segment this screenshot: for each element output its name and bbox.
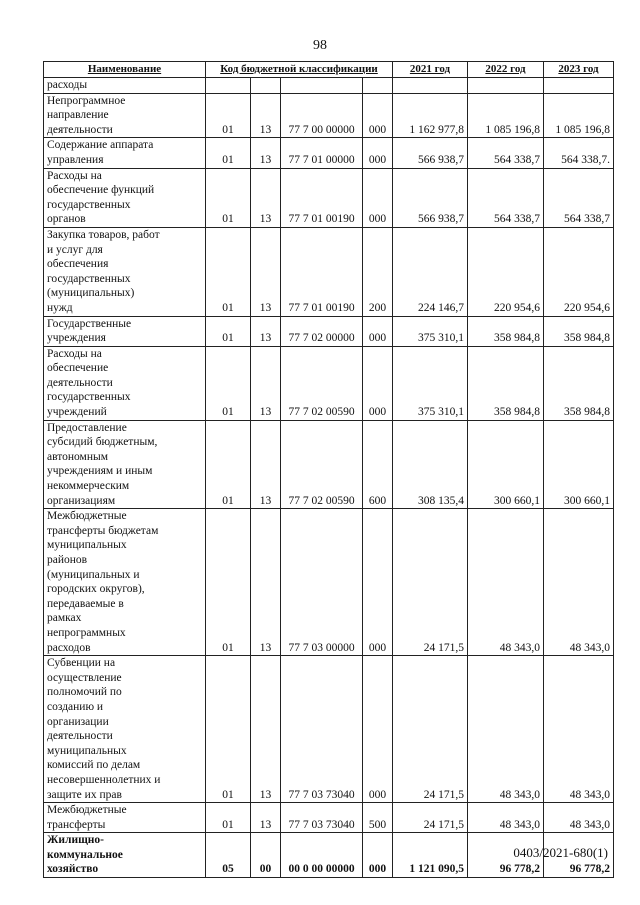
section-code: 01 [206, 316, 251, 346]
subsection-code: 13 [251, 656, 281, 803]
row-name: Межбюджетные трансферты бюджетам муниципальных районов (муниципальных и городских округов), передаваемые в рамках непрограммных расходов [44, 509, 206, 656]
header-2021: 2021 год [393, 62, 468, 78]
amount-2023: 564 338,7 [544, 168, 614, 227]
section-code: 05 [206, 833, 251, 878]
expense-type-code: 000 [363, 316, 393, 346]
subsection-code: 13 [251, 803, 281, 833]
subsection-code: 13 [251, 168, 281, 227]
amount-2023: 48 343,0 [544, 509, 614, 656]
table-row [44, 346, 614, 420]
budget-table [43, 61, 614, 878]
expense-type-code: 000 [363, 656, 393, 803]
amount-2021: 308 135,4 [393, 420, 468, 509]
amount-2022: 358 984,8 [468, 346, 544, 420]
table-row [44, 420, 614, 509]
amount-2023: 564 338,7. [544, 138, 614, 168]
table-row [44, 138, 614, 168]
target-article-code: 77 7 03 73040 [281, 656, 363, 803]
expense-type-code: 500 [363, 803, 393, 833]
amount-2023: 358 984,8 [544, 346, 614, 420]
section-code: 01 [206, 227, 251, 316]
amount-2023: 300 660,1 [544, 420, 614, 509]
target-article-code: 00 0 00 00000 [281, 833, 363, 878]
amount-2021: 375 310,1 [393, 346, 468, 420]
amount-2021: 1 121 090,5 [393, 833, 468, 878]
table-row [44, 509, 614, 656]
expense-type-code: 600 [363, 420, 393, 509]
expense-type-code: 000 [363, 346, 393, 420]
subsection-code: 13 [251, 346, 281, 420]
expense-type-code: 200 [363, 227, 393, 316]
header-name: Наименование [44, 62, 206, 78]
row-name: Расходы на обеспечение деятельности государственных учреждений [44, 346, 206, 420]
expense-type-code: 000 [363, 138, 393, 168]
header-2022: 2022 год [468, 62, 544, 78]
amount-2021: 566 938,7 [393, 168, 468, 227]
amount-2022: 1 085 196,8 [468, 93, 544, 138]
amount-2022: 48 343,0 [468, 803, 544, 833]
row-name: Непрограммное направление деятельности [44, 93, 206, 138]
amount-2022 [468, 78, 544, 94]
table-header-row [44, 62, 614, 78]
row-name: расходы [44, 78, 206, 94]
row-name: Государственные учреждения [44, 316, 206, 346]
section-code: 01 [206, 93, 251, 138]
target-article-code: 77 7 03 00000 [281, 509, 363, 656]
subsection-code: 13 [251, 509, 281, 656]
table-row [44, 316, 614, 346]
amount-2021: 224 146,7 [393, 227, 468, 316]
table-row [44, 78, 614, 94]
amount-2021 [393, 78, 468, 94]
subsection-code: 13 [251, 316, 281, 346]
target-article-code: 77 7 01 00190 [281, 168, 363, 227]
section-code: 01 [206, 168, 251, 227]
table-row [44, 656, 614, 803]
amount-2023: 358 984,8 [544, 316, 614, 346]
target-article-code: 77 7 01 00190 [281, 227, 363, 316]
amount-2022: 220 954,6 [468, 227, 544, 316]
section-code: 01 [206, 346, 251, 420]
amount-2023: 48 343,0 [544, 803, 614, 833]
target-article-code: 77 7 03 73040 [281, 803, 363, 833]
amount-2021: 1 162 977,8 [393, 93, 468, 138]
amount-2021: 566 938,7 [393, 138, 468, 168]
expense-type-code: 000 [363, 168, 393, 227]
amount-2022: 96 778,2 [468, 833, 544, 878]
table-row [44, 803, 614, 833]
section-code: 01 [206, 803, 251, 833]
section-code [206, 78, 251, 94]
subsection-code: 13 [251, 138, 281, 168]
section-code: 01 [206, 509, 251, 656]
amount-2021: 375 310,1 [393, 316, 468, 346]
target-article-code: 77 7 02 00590 [281, 420, 363, 509]
table-row [44, 93, 614, 138]
expense-type-code: 000 [363, 509, 393, 656]
header-code: Код бюджетной классификации [206, 62, 393, 78]
amount-2022: 300 660,1 [468, 420, 544, 509]
amount-2021: 24 171,5 [393, 509, 468, 656]
subsection-code: 13 [251, 420, 281, 509]
target-article-code: 77 7 02 00000 [281, 316, 363, 346]
target-article-code: 77 7 00 00000 [281, 93, 363, 138]
amount-2021: 24 171,5 [393, 656, 468, 803]
amount-2022: 358 984,8 [468, 316, 544, 346]
amount-2022: 48 343,0 [468, 509, 544, 656]
document-code: 0403/2021-680(1) [513, 845, 608, 860]
expense-type-code: 000 [363, 833, 393, 878]
page-number: 98 [313, 38, 327, 53]
section-code: 01 [206, 138, 251, 168]
amount-2023 [544, 78, 614, 94]
amount-2023: 1 085 196,8 [544, 93, 614, 138]
amount-2023: 220 954,6 [544, 227, 614, 316]
row-name: Содержание аппарата управления [44, 138, 206, 168]
row-name: Закупка товаров, работ и услуг для обеспечения государственных (муниципальных) нужд [44, 227, 206, 316]
section-code: 01 [206, 420, 251, 509]
section-code: 01 [206, 656, 251, 803]
subsection-code [251, 78, 281, 94]
expense-type-code [363, 78, 393, 94]
row-name: Расходы на обеспечение функций государственных органов [44, 168, 206, 227]
target-article-code [281, 78, 363, 94]
amount-2022: 48 343,0 [468, 656, 544, 803]
amount-2023: 48 343,0 [544, 656, 614, 803]
amount-2022: 564 338,7 [468, 138, 544, 168]
subsection-code: 13 [251, 93, 281, 138]
amount-2022: 564 338,7 [468, 168, 544, 227]
row-name: Субвенции на осуществление полномочий по созданию и организации деятельности муниципальных комиссий по делам несовершеннолетних и защите их прав [44, 656, 206, 803]
subsection-code: 13 [251, 227, 281, 316]
row-name: Жилищно- коммунальное хозяйство [44, 833, 206, 878]
amount-2021: 24 171,5 [393, 803, 468, 833]
row-name: Предоставление субсидий бюджетным, автономным учреждениям и иным некоммерческим организациям [44, 420, 206, 509]
row-name: Межбюджетные трансферты [44, 803, 206, 833]
subsection-code: 00 [251, 833, 281, 878]
amount-2023: 96 778,2 [544, 833, 614, 878]
target-article-code: 77 7 01 00000 [281, 138, 363, 168]
table-row [44, 168, 614, 227]
table-row [44, 227, 614, 316]
header-2023: 2023 год [544, 62, 614, 78]
target-article-code: 77 7 02 00590 [281, 346, 363, 420]
expense-type-code: 000 [363, 93, 393, 138]
